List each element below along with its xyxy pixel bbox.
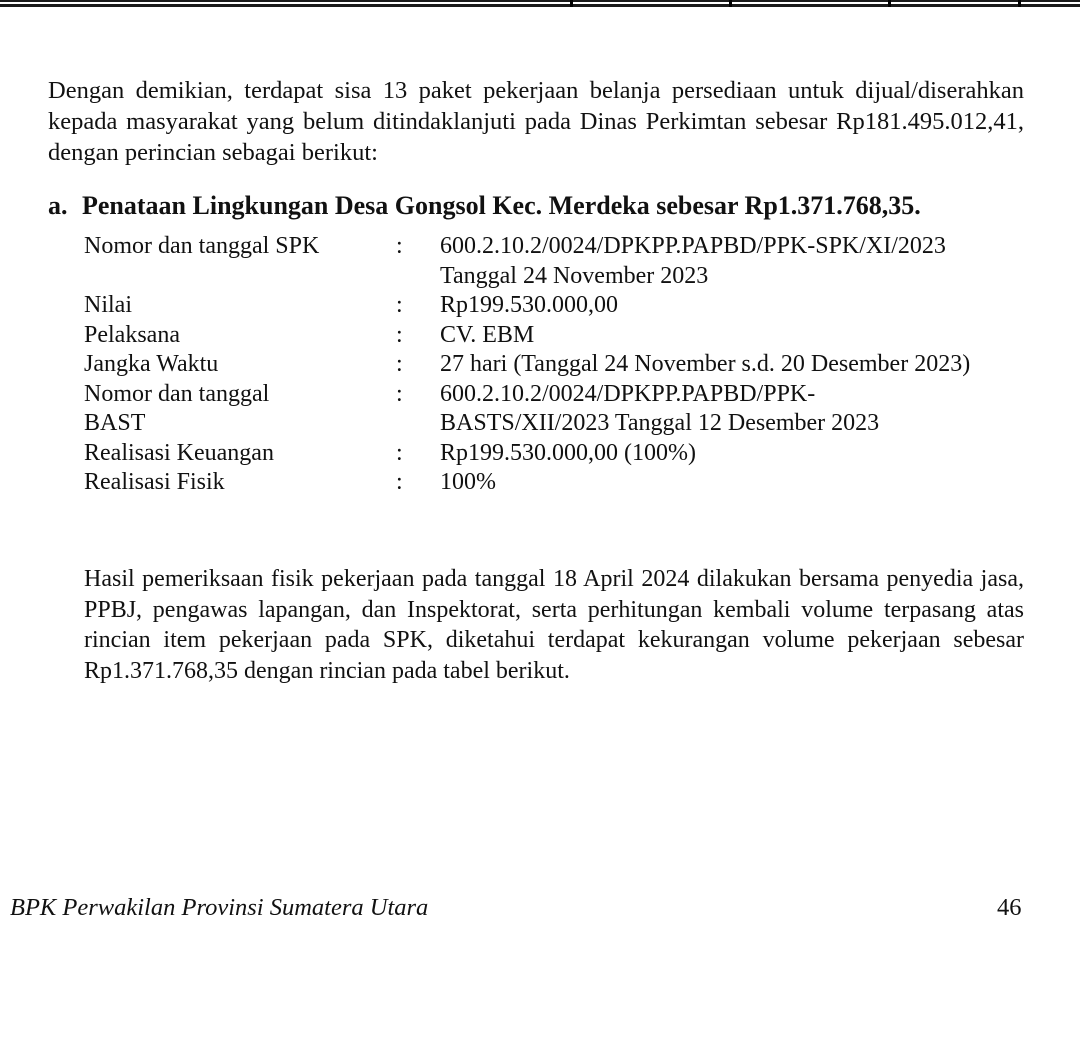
detail-colon: : [396, 233, 403, 259]
detail-colon: : [396, 439, 403, 466]
detail-row [84, 321, 1080, 351]
detail-label: Nomor dan tanggal [84, 380, 270, 407]
finding-paragraph: Hasil pemeriksaan fisik pekerjaan pada tanggal 18 April 2024 dilakukan bersama penyedia jasa, PPBJ, pengawas lapangan, dan Inspektorat, serta perhitungan kembali volume terpasang atas rincian item pekerjaan pada SPK, diketahui terdapat kekurangan volume pekerjaan sebesar Rp1.371.768,35 dengan rincian pada tabel berikut. [84, 566, 1024, 684]
detail-colon [396, 262, 440, 292]
footer-organization: BPK Perwakilan Provinsi Sumatera Utara [10, 894, 429, 921]
table-border-line [0, 0, 1080, 2]
table-column-divider [1018, 0, 1021, 7]
detail-row [84, 439, 1080, 469]
detail-label: Pelaksana [84, 321, 180, 348]
section-heading [48, 190, 1048, 222]
detail-label: Realisasi Fisik [84, 469, 225, 495]
table-column-divider [888, 0, 891, 7]
detail-value: 600.2.10.2/0024/DPKPP.PAPBD/PPK-SPK/XI/2023 [440, 233, 946, 259]
previous-table-bottom-border [0, 0, 1080, 8]
table-border-line [0, 4, 1080, 7]
detail-label: Nomor dan tanggal SPK [84, 233, 320, 259]
detail-colon: : [396, 321, 403, 348]
section-marker: a. [48, 191, 68, 220]
detail-row [84, 262, 1080, 292]
detail-colon: : [396, 469, 403, 495]
detail-value: Rp199.530.000,00 [440, 292, 619, 318]
detail-colon: : [396, 351, 403, 377]
table-column-divider [570, 0, 573, 7]
detail-row [84, 232, 1080, 262]
contract-details [84, 232, 1080, 498]
detail-value: 600.2.10.2/0024/DPKPP.PAPBD/PPK- [440, 380, 816, 407]
detail-row [84, 409, 1080, 439]
detail-label: Realisasi Keuangan [84, 439, 274, 466]
detail-label [84, 262, 396, 292]
detail-colon [396, 409, 440, 439]
detail-value: Tanggal 24 November 2023 [440, 262, 709, 289]
detail-row [84, 468, 1080, 498]
table-column-divider [729, 0, 732, 7]
detail-value: BASTS/XII/2023 Tanggal 12 Desember 2023 [440, 410, 880, 436]
detail-row [84, 380, 1080, 410]
detail-label: BAST [84, 410, 146, 436]
detail-row [84, 291, 1080, 321]
detail-value: 100% [440, 469, 496, 495]
detail-value: 27 hari (Tanggal 24 November s.d. 20 Desember 2023) [440, 351, 971, 377]
detail-label: Nilai [84, 292, 132, 318]
section-title: Penataan Lingkungan Desa Gongsol Kec. Merdeka sebesar Rp1.371.768,35. [82, 191, 921, 220]
detail-colon: : [396, 292, 403, 318]
detail-colon: : [396, 380, 403, 407]
page-number: 46 [997, 894, 1022, 921]
detail-value: Rp199.530.000,00 (100%) [440, 439, 696, 466]
detail-label: Jangka Waktu [84, 351, 219, 377]
detail-row [84, 350, 1080, 380]
intro-paragraph: Dengan demikian, terdapat sisa 13 paket pekerjaan belanja persediaan untuk dijual/diserahkan kepada masyarakat yang belum ditindaklanjuti pada Dinas Perkimtan sebesar Rp181.495.012,41, dengan perincian sebagai berikut: [48, 76, 1024, 166]
detail-value: CV. EBM [440, 321, 535, 348]
